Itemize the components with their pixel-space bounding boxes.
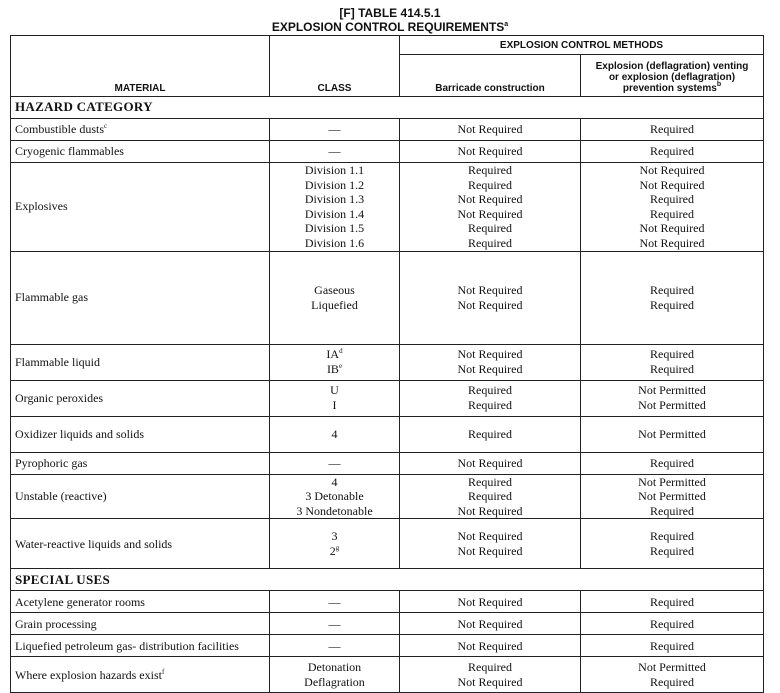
table-number: [F] TABLE 414.5.1: [339, 6, 441, 20]
barricade-value: Required: [468, 660, 512, 675]
header-venting: [581, 55, 764, 97]
class-label: Division 1.6: [304, 235, 365, 250]
class-label: Division 1.4: [304, 206, 365, 221]
table-row: [11, 613, 764, 635]
class-label: —: [328, 594, 341, 609]
class-entry: [273, 675, 396, 690]
header-material: MATERIAL: [11, 36, 270, 97]
class-label: Division 1.5: [304, 221, 365, 236]
section-row: [11, 569, 764, 591]
class-entry: [273, 617, 396, 632]
table-row: [11, 416, 764, 452]
class-entry: [273, 283, 396, 298]
cell-venting: [581, 613, 764, 635]
venting-value: Required: [650, 297, 694, 312]
class-entry: [273, 427, 396, 442]
cell-material: [11, 474, 270, 519]
cell-barricade: [400, 416, 581, 452]
class-label: —: [328, 638, 341, 653]
cell-class: [270, 452, 400, 474]
class-entry: [273, 163, 396, 178]
cell-barricade: [400, 591, 581, 613]
cell-class: [270, 474, 400, 519]
cell-venting: [581, 416, 764, 452]
barricade-value: Not Required: [457, 455, 523, 470]
cell-venting: [581, 474, 764, 519]
cell-barricade: [400, 380, 581, 416]
material-label: Cryogenic flammables: [15, 144, 124, 159]
header-venting-line1: Explosion (deflagration) venting: [595, 61, 749, 72]
cell-barricade: [400, 119, 581, 141]
header-venting-line2: or explosion (deflagration): [608, 72, 736, 83]
class-label: 3 Detonable: [305, 489, 364, 504]
class-entry: [273, 383, 396, 398]
cell-barricade: [400, 519, 581, 569]
class-entry: [273, 178, 396, 193]
class-entry: [273, 398, 396, 413]
class-label: —: [328, 616, 341, 631]
material-footnote: c: [104, 122, 108, 131]
cell-material: [11, 380, 270, 416]
cell-class: [270, 163, 400, 252]
table-header: [11, 36, 764, 97]
venting-value: Not Permitted: [638, 474, 706, 489]
barricade-value: Not Required: [457, 616, 523, 631]
cell-material: [11, 519, 270, 569]
cell-barricade: [400, 452, 581, 474]
class-entry: [273, 529, 396, 544]
class-label: 3: [331, 529, 338, 544]
class-label: Division 1.3: [304, 192, 365, 207]
venting-value: Required: [650, 362, 694, 377]
material-label: Oxidizer liquids and solids: [15, 426, 144, 441]
cell-barricade: [400, 141, 581, 163]
venting-value: Required: [650, 122, 694, 137]
cell-venting: [581, 519, 764, 569]
cell-venting: [581, 591, 764, 613]
class-label: Division 1.2: [304, 177, 365, 192]
table-row: [11, 657, 764, 693]
table-title: [0, 20, 780, 34]
barricade-value: Required: [468, 383, 512, 398]
cell-venting: [581, 635, 764, 657]
barricade-value: Not Required: [457, 594, 523, 609]
class-label: IA: [326, 347, 340, 362]
barricade-value: Not Required: [457, 192, 523, 207]
cell-venting: [581, 163, 764, 252]
class-label: —: [328, 144, 341, 159]
material-label: Flammable liquid: [15, 354, 100, 369]
header-venting-line3-text: prevention systems: [622, 83, 717, 94]
barricade-value: Not Required: [457, 674, 523, 689]
class-label: Division 1.1: [304, 163, 365, 177]
cell-class: [270, 591, 400, 613]
barricade-value: Required: [468, 398, 512, 413]
class-footnote: d: [339, 347, 343, 356]
cell-material: [11, 416, 270, 452]
table-title-footnote: a: [504, 21, 509, 28]
cell-class: [270, 380, 400, 416]
class-entry: [273, 475, 396, 490]
class-label: Liquefied: [311, 297, 358, 312]
cell-barricade: [400, 163, 581, 252]
material-label: Explosives: [15, 199, 68, 214]
barricade-value: Required: [468, 426, 512, 441]
venting-value: Required: [650, 282, 694, 297]
class-label: 4: [331, 474, 338, 489]
class-entry: [273, 362, 396, 377]
material-label: Water-reactive liquids and solids: [15, 536, 173, 551]
material-label: Where explosion hazards exist: [15, 667, 162, 682]
cell-venting: [581, 344, 764, 380]
cell-barricade: [400, 635, 581, 657]
header-class: CLASS: [270, 36, 400, 97]
header-methods: EXPLOSION CONTROL METHODS: [400, 36, 764, 55]
header-venting-footnote: b: [716, 81, 722, 88]
class-label: 3 Nondetonable: [296, 503, 373, 518]
class-label: I: [332, 398, 337, 413]
class-entry: [273, 544, 396, 559]
class-footnote: e: [338, 362, 343, 371]
cell-material: [11, 452, 270, 474]
venting-value: Not Required: [639, 221, 705, 236]
cell-venting: [581, 380, 764, 416]
material-label: Pyrophoric gas: [15, 455, 88, 470]
header-barricade: Barricade construction: [400, 55, 581, 97]
material-label: Combustible dusts: [15, 122, 105, 137]
cell-material: [11, 163, 270, 252]
barricade-value: Not Required: [457, 297, 523, 312]
barricade-value: Not Required: [457, 206, 523, 221]
material-label: Grain processing: [15, 616, 97, 631]
cell-material: [11, 657, 270, 693]
table-title-text: EXPLOSION CONTROL REQUIREMENTS: [271, 20, 505, 34]
cell-material: [11, 344, 270, 380]
class-label: 4: [331, 426, 338, 441]
cell-barricade: [400, 251, 581, 344]
table-row: [11, 519, 764, 569]
class-entry: [273, 192, 396, 207]
cell-barricade: [400, 613, 581, 635]
barricade-value: Not Required: [457, 347, 523, 362]
class-label: Deflagration: [304, 674, 365, 689]
cell-class: [270, 613, 400, 635]
venting-value: Required: [650, 543, 694, 558]
cell-class: [270, 519, 400, 569]
class-entry: [273, 660, 396, 675]
venting-value: Not Required: [639, 177, 705, 192]
table-row: [11, 119, 764, 141]
class-label: 2: [329, 543, 336, 558]
material-label: Flammable gas: [15, 290, 88, 305]
explosion-control-table: [10, 35, 764, 693]
venting-value: Required: [650, 455, 694, 470]
venting-value: Required: [650, 529, 694, 544]
cell-venting: [581, 119, 764, 141]
table-row: [11, 591, 764, 613]
venting-value: Required: [650, 594, 694, 609]
venting-value: Not Permitted: [638, 383, 706, 398]
table-row: [11, 141, 764, 163]
section-title: SPECIAL USES: [11, 569, 764, 591]
venting-value: Required: [650, 616, 694, 631]
barricade-value: Required: [468, 489, 512, 504]
table-row: [11, 380, 764, 416]
cell-class: [270, 141, 400, 163]
class-entry: [273, 221, 396, 236]
table-body: [11, 97, 764, 693]
cell-class: [270, 635, 400, 657]
barricade-value: Required: [468, 221, 512, 236]
cell-class: [270, 416, 400, 452]
class-entry: [273, 504, 396, 519]
class-footnote: g: [335, 543, 340, 552]
section-row: [11, 97, 764, 119]
barricade-value: Not Required: [457, 529, 523, 544]
class-entry: [273, 639, 396, 654]
cell-venting: [581, 141, 764, 163]
barricade-value: Not Required: [457, 638, 523, 653]
cell-barricade: [400, 657, 581, 693]
barricade-value: Required: [468, 235, 512, 250]
class-entry: [273, 347, 396, 362]
cell-barricade: [400, 474, 581, 519]
cell-class: [270, 119, 400, 141]
cell-class: [270, 344, 400, 380]
cell-material: [11, 591, 270, 613]
venting-value: Required: [650, 347, 694, 362]
barricade-value: Required: [468, 474, 512, 489]
table-row: [11, 251, 764, 344]
class-entry: [273, 456, 396, 471]
material-label: Liquefied petroleum gas- distribution facilities: [15, 638, 239, 653]
class-label: Detonation: [307, 660, 362, 675]
venting-value: Not Permitted: [638, 660, 706, 675]
cell-material: [11, 141, 270, 163]
class-label: Gaseous: [314, 282, 355, 297]
barricade-value: Not Required: [457, 543, 523, 558]
barricade-value: Not Required: [457, 362, 523, 377]
class-label: IB: [326, 362, 339, 377]
material-label: Acetylene generator rooms: [15, 594, 145, 609]
material-label: Organic peroxides: [15, 390, 104, 405]
venting-value: Not Required: [639, 163, 705, 177]
class-entry: [273, 207, 396, 222]
venting-value: Required: [650, 144, 694, 159]
material-label: Unstable (reactive): [15, 489, 107, 504]
venting-value: Required: [650, 192, 694, 207]
class-label: —: [328, 122, 341, 137]
material-footnote: f: [161, 667, 165, 676]
class-label: —: [328, 455, 341, 470]
header-venting-line3: [584, 83, 760, 94]
venting-value: Required: [650, 674, 694, 689]
barricade-value: Not Required: [457, 122, 523, 137]
cell-venting: [581, 657, 764, 693]
barricade-value: Not Required: [457, 282, 523, 297]
cell-material: [11, 635, 270, 657]
barricade-value: Required: [468, 163, 512, 177]
barricade-value: Not Required: [457, 503, 523, 518]
class-entry: [273, 298, 396, 313]
class-entry: [273, 236, 396, 251]
barricade-value: Not Required: [457, 144, 523, 159]
class-label: U: [330, 383, 339, 398]
class-entry: [273, 122, 396, 137]
cell-material: [11, 251, 270, 344]
venting-value: Not Permitted: [638, 426, 706, 441]
cell-material: [11, 119, 270, 141]
table-row: [11, 635, 764, 657]
venting-value: Required: [650, 638, 694, 653]
cell-barricade: [400, 344, 581, 380]
section-title: HAZARD CATEGORY: [11, 97, 764, 119]
class-entry: [273, 595, 396, 610]
table-row: [11, 474, 764, 519]
table-row: [11, 344, 764, 380]
class-entry: [273, 489, 396, 504]
table-row: [11, 163, 764, 252]
venting-value: Required: [650, 206, 694, 221]
venting-value: Required: [650, 503, 694, 518]
cell-venting: [581, 251, 764, 344]
barricade-value: Required: [468, 177, 512, 192]
cell-class: [270, 657, 400, 693]
cell-material: [11, 613, 270, 635]
venting-value: Not Permitted: [638, 398, 706, 413]
venting-value: Not Required: [639, 235, 705, 250]
venting-value: Not Permitted: [638, 489, 706, 504]
class-entry: [273, 144, 396, 159]
cell-class: [270, 251, 400, 344]
table-row: [11, 452, 764, 474]
cell-venting: [581, 452, 764, 474]
